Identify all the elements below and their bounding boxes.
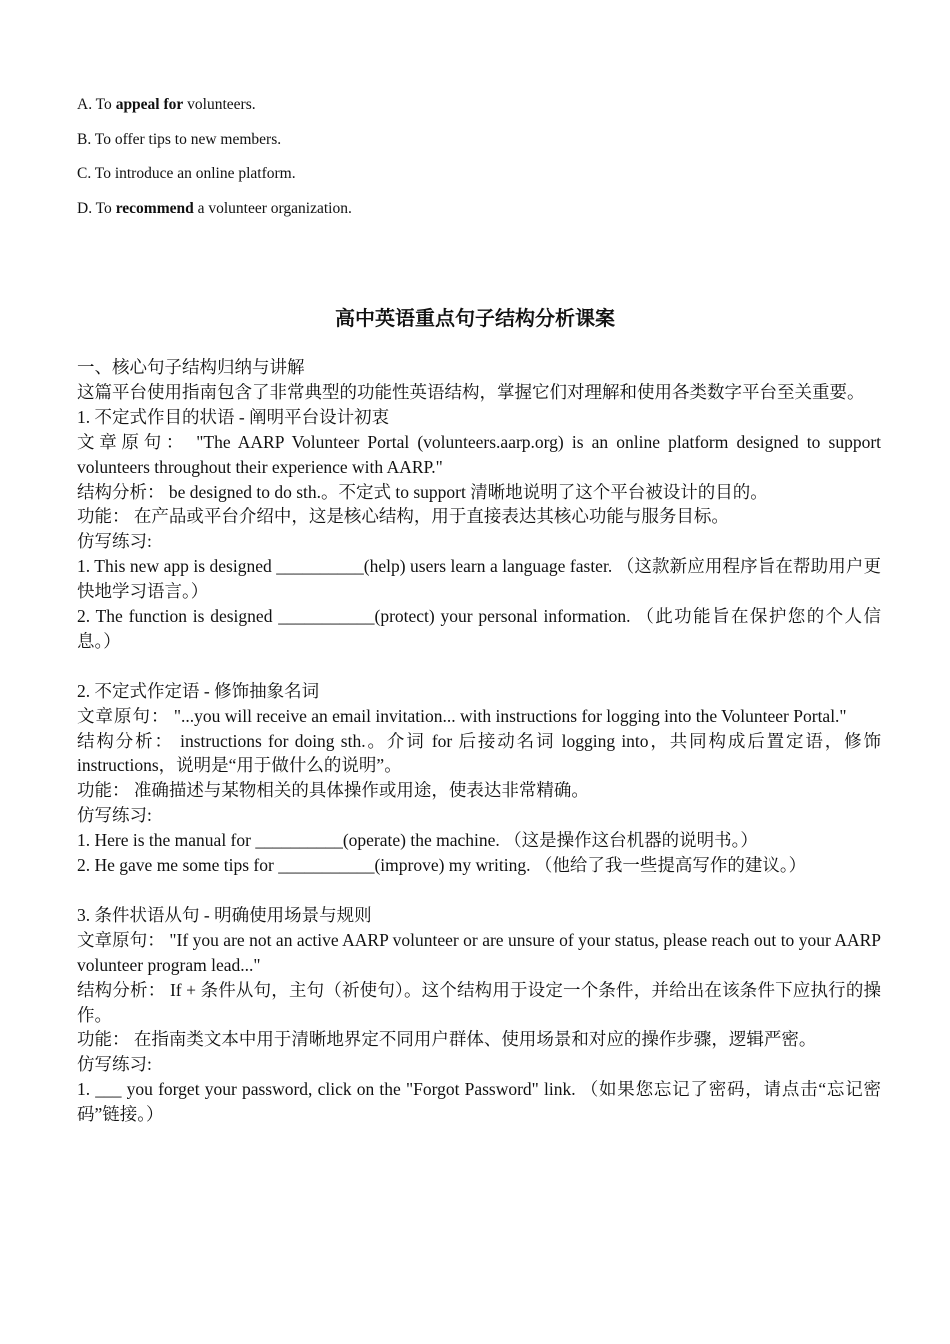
item-2-exercise-2: 2. He gave me some tips for ___________(improve) my writing. （他给了我一些提高写作的建议。） xyxy=(77,855,807,876)
item-1-heading: 1. 不定式作目的状语 - 阐明平台设计初衷 xyxy=(77,406,390,427)
item-3-practice-label: 仿写练习: xyxy=(77,1054,152,1075)
section-heading: 一、核心句子结构归纳与讲解 xyxy=(77,357,305,377)
item-3-exercise-1: 1. ___ you forget your password, click on the "Forgot Password" link. （如果您忘记了密码，请点击“忘记密码”链接。） xyxy=(77,1079,881,1125)
item-3-analysis: 结构分析： If + 条件从句，主句（祈使句）。这个结构用于设定一个条件，并给出在该条件下应执行的操作。 xyxy=(77,979,882,1025)
item-3-function: 功能： 在指南类文本中用于清晰地界定不同用户群体、使用场景和对应的操作步骤，逻辑严密。 xyxy=(77,1029,817,1050)
item-2-exercise-1: 1. Here is the manual for __________(operate) the machine. （这是操作这台机器的说明书。） xyxy=(77,830,758,851)
item-1-exercise-2: 2. The function is designed ___________(protect) your personal information. （此功能旨在保护您的个人信息。） xyxy=(77,606,881,651)
item-2-heading: 2. 不定式作定语 - 修饰抽象名词 xyxy=(77,680,320,701)
option-a-keyword: appeal for xyxy=(115,96,184,113)
option-d-keyword: recommend xyxy=(115,200,194,217)
item-1-practice-label: 仿写练习: xyxy=(77,531,152,552)
option-d: D. To recommend a volunteer organization. xyxy=(77,200,352,217)
option-a: A. To appeal for volunteers. xyxy=(77,96,256,113)
item-3-heading: 3. 条件状语从句 - 明确使用场景与规则 xyxy=(77,904,372,925)
item-2-analysis: 结构分析： instructions for doing sth.。介词 for 后接动名词 logging into，共同构成后置定语，修饰 instructions，说明是“用于做什么的说明”。 xyxy=(77,730,882,776)
option-c: C. To introduce an online platform. xyxy=(77,165,296,182)
page-title: 高中英语重点句子结构分析课案 xyxy=(335,306,615,330)
option-b: B. To offer tips to new members. xyxy=(77,131,282,148)
item-1-analysis: 结构分析： be designed to do sth.。不定式 to support 清晰地说明了这个平台被设计的目的。 xyxy=(77,481,768,502)
item-1-exercise-1: 1. This new app is designed __________(help) users learn a language faster. （这款新应用程序旨在帮助用户更快地学习语言。） xyxy=(77,556,881,602)
item-1-sentence: 文章原句： "The AARP Volunteer Portal (volunteers.aarp.org) is an online platform designed to support volunteers throughout their experience with AARP." xyxy=(77,431,882,477)
lesson-body xyxy=(77,355,881,1127)
intro-paragraph: 这篇平台使用指南包含了非常典型的功能性英语结构，掌握它们对理解和使用各类数字平台至关重要。 xyxy=(77,381,865,402)
item-1-function: 功能： 在产品或平台介绍中，这是核心结构，用于直接表达其核心功能与服务目标。 xyxy=(77,506,729,527)
item-3-sentence: 文章原句： "If you are not an active AARP volunteer or are unsure of your status, please reach out to your AARP volunteer program lead..." xyxy=(77,929,882,975)
item-2-sentence: 文章原句： "...you will receive an email invitation... with instructions for logging into the Volunteer Portal." xyxy=(77,705,847,726)
item-2-practice-label: 仿写练习: xyxy=(77,805,152,826)
item-2-function: 功能： 准确描述与某物相关的具体操作或用途，使表达非常精确。 xyxy=(77,780,589,801)
